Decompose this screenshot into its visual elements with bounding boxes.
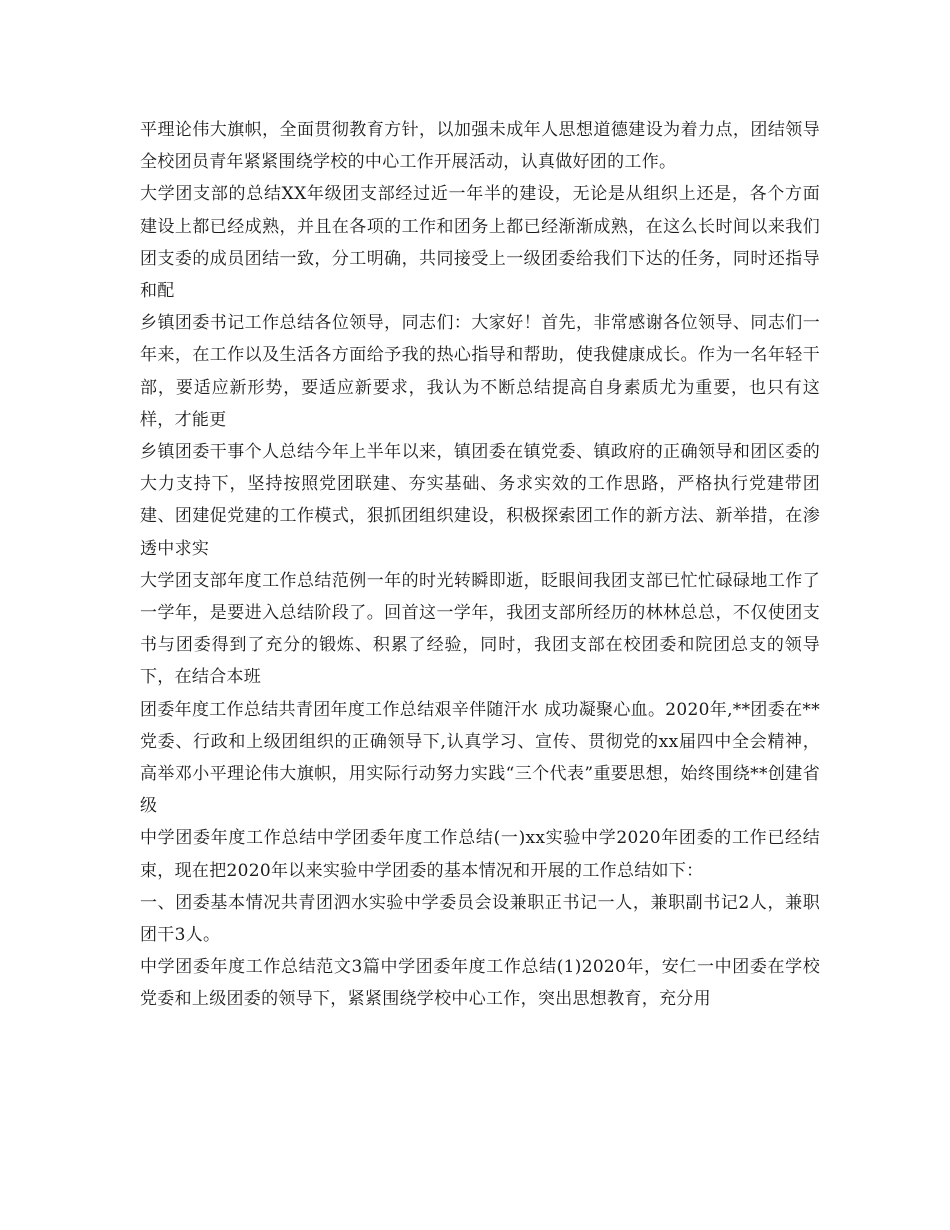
paragraph: 中学团委年度工作总结中学团委年度工作总结(一)xx实验中学2020年团委的工作已经结束，现在把2020年以来实验中学团委的基本情况和开展的工作总结如下： — [140, 828, 820, 881]
paragraph: 大学团支部的总结XX年级团支部经过近一年半的建设，无论是从组织上还是，各个方面建设上都已经成熟，并且在各项的工作和团务上都已经渐渐成熟，在这么长时间以来我们团支委的成员团结一致，分工明确，共同接受上一级团委给我们下达的任务，同时还指导和配 — [140, 184, 820, 302]
paragraph: 大学团支部年度工作总结范例一年的时光转瞬即逝，眨眼间我团支部已忙忙碌碌地工作了一学年，是要进入总结阶段了。回首这一学年，我团支部所经历的林林总总，不仅使团支书与团委得到了充分的锻炼、积累了经验，同时，我团支部在校团委和院团总支的领导下，在结合本班 — [140, 570, 820, 688]
paragraph: 中学团委年度工作总结范文3篇中学团委年度工作总结(1)2020年，安仁一中团委在学校党委和上级团委的领导下，紧紧围绕学校中心工作，突出思想教育，充分用 — [140, 957, 820, 1010]
document-body — [140, 114, 820, 1016]
paragraph: 一、团委基本情况共青团泗水实验中学委员会设兼职正书记一人，兼职副书记2人，兼职团干3人。 — [140, 892, 820, 946]
paragraph: 平理论伟大旗帜，全面贯彻教育方针，以加强未成年人思想道德建设为着力点，团结领导全校团员青年紧紧围绕学校的中心工作开展活动，认真做好团的工作。 — [140, 120, 820, 173]
paragraph: 团委年度工作总结共青团年度工作总结艰辛伴随汗水 成功凝聚心血。2020年,**团委在**党委、行政和上级团组织的正确领导下,认真学习、宣传、贯彻党的xx届四中全会精神，高举邓小平理论伟大旗帜，用实际行动努力实践“三个代表”重要思想，始终围绕**创建省级 — [140, 699, 820, 817]
paragraph: 乡镇团委干事个人总结今年上半年以来，镇团委在镇党委、镇政府的正确领导和团区委的大力支持下，坚持按照党团联建、夯实基础、务求实效的工作思路，严格执行党建带团建、团建促党建的工作模式，狠抓团组织建设，积极探索团工作的新方法、新举措，在渗透中求实 — [140, 442, 820, 559]
paragraph: 乡镇团委书记工作总结各位领导，同志们：大家好！首先，非常感谢各位领导、同志们一年来，在工作以及生活各方面给予我的热心指导和帮助，使我健康成长。作为一名年轻干部，要适应新形势，要适应新要求，我认为不断总结提高自身素质尤为重要，也只有这样，才能更 — [140, 313, 820, 430]
